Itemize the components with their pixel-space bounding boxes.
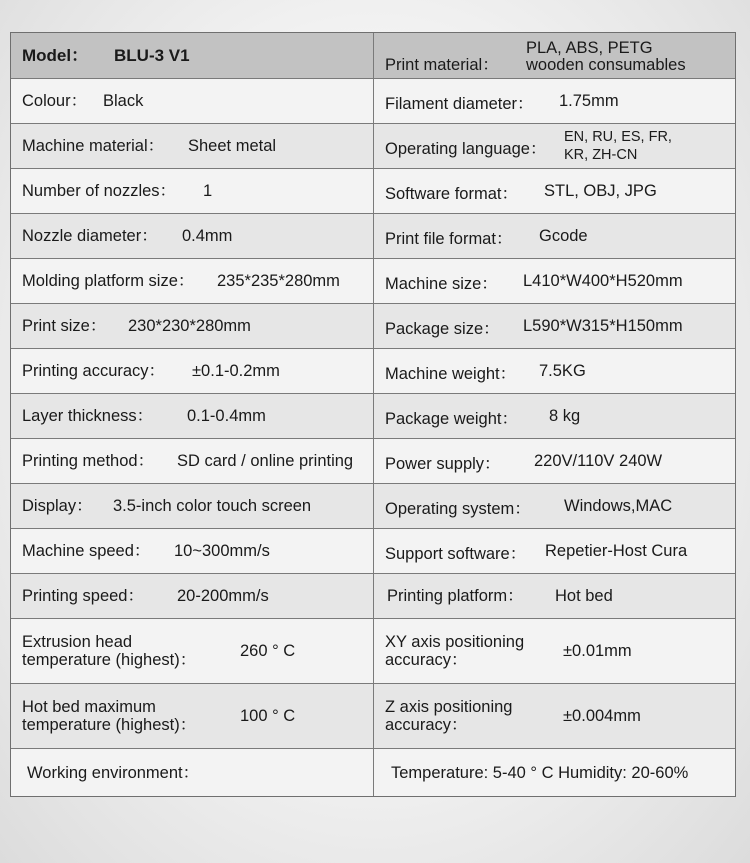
- table-row: [11, 748, 735, 796]
- spec-cell: [374, 349, 735, 393]
- spec-label-line: Hot bed maximum: [22, 698, 156, 716]
- spec-value: 0.1-0.4mm: [187, 406, 266, 425]
- table-row: [11, 573, 735, 618]
- spec-cell: [374, 259, 735, 303]
- spec-cell: [374, 304, 735, 348]
- table-row: [11, 438, 735, 483]
- spec-label: Power supply：: [385, 455, 501, 473]
- spec-cell: [11, 394, 374, 438]
- spec-table: [10, 32, 736, 797]
- spec-label: [22, 633, 196, 669]
- spec-cell: [374, 33, 735, 78]
- spec-value-line: KR, ZH-CN: [564, 147, 638, 163]
- spec-value: 235*235*280mm: [217, 271, 340, 290]
- table-row: [11, 78, 735, 123]
- spec-label-line: Z axis positioning: [385, 698, 513, 716]
- spec-cell: [11, 169, 374, 213]
- spec-cell: [374, 214, 735, 258]
- spec-value: [526, 40, 686, 74]
- spec-cell: [11, 484, 374, 528]
- spec-label: Machine size：: [385, 275, 498, 293]
- spec-label: Operating language：: [385, 140, 547, 158]
- spec-cell: [374, 684, 735, 748]
- spec-value: [564, 128, 672, 164]
- table-row: [11, 168, 735, 213]
- spec-cell: [374, 749, 735, 796]
- spec-value: 1.75mm: [559, 91, 619, 110]
- spec-value: L590*W315*H150mm: [523, 316, 683, 335]
- spec-label: Software format：: [385, 185, 518, 203]
- spec-value: 8 kg: [549, 406, 581, 425]
- spec-cell: [11, 349, 374, 393]
- spec-cell: [374, 484, 735, 528]
- table-row: [11, 123, 735, 168]
- spec-cell: [11, 574, 374, 618]
- spec-label-line: accuracy：: [385, 651, 468, 669]
- table-row: [11, 483, 735, 528]
- spec-value: 3.5-inch color touch screen: [113, 496, 312, 515]
- spec-value: Repetier-Host Cura: [545, 541, 688, 560]
- spec-value: 230*230*280mm: [128, 316, 251, 335]
- spec-cell: [11, 304, 374, 348]
- spec-value: ±0.1-0.2mm: [192, 361, 280, 380]
- spec-value: Windows,MAC: [564, 496, 673, 515]
- spec-value: 1: [203, 181, 213, 200]
- spec-label: [22, 698, 196, 734]
- spec-value: SD card / online printing: [177, 451, 354, 470]
- spec-label: Printing accuracy：: [22, 362, 166, 380]
- spec-label-line: XY axis positioning: [385, 633, 525, 651]
- spec-label: Printing speed：: [22, 587, 144, 605]
- spec-cell: [11, 79, 374, 123]
- spec-value: STL, OBJ, JPG: [544, 181, 657, 200]
- spec-label-line: Extrusion head: [22, 633, 133, 651]
- spec-label: Display：: [22, 497, 93, 515]
- spec-label-line: temperature (highest)：: [22, 651, 197, 669]
- spec-value: 0.4mm: [182, 226, 233, 245]
- spec-cell: [374, 574, 735, 618]
- spec-label: Print size：: [22, 317, 107, 335]
- spec-label: Colour：: [22, 92, 88, 110]
- spec-value: BLU-3 V1: [114, 46, 190, 65]
- spec-label: Number of nozzles：: [22, 182, 177, 200]
- spec-value-line: wooden consumables: [526, 56, 686, 74]
- spec-value: ±0.004mm: [563, 706, 641, 725]
- table-row: [11, 348, 735, 393]
- spec-value: Sheet metal: [188, 136, 277, 155]
- table-row: [11, 258, 735, 303]
- spec-label: Package size：: [385, 320, 500, 338]
- spec-value-line: EN, RU, ES, FR,: [564, 129, 672, 145]
- spec-label: Package weight：: [385, 410, 518, 428]
- spec-value: Hot bed: [555, 586, 613, 605]
- spec-value: ±0.01mm: [563, 641, 632, 660]
- spec-value: Temperature: 5-40 ° C Humidity: 20-60%: [391, 763, 689, 782]
- spec-label-line: accuracy：: [385, 716, 468, 734]
- spec-cell: [11, 684, 374, 748]
- spec-label: Model：: [22, 45, 89, 65]
- spec-label: Machine speed：: [22, 542, 151, 560]
- spec-label: Operating system：: [385, 500, 531, 518]
- spec-label: Machine weight：: [385, 365, 517, 383]
- spec-cell: [374, 619, 735, 683]
- spec-cell: [11, 259, 374, 303]
- spec-label: Molding platform size：: [22, 272, 195, 290]
- table-row: [11, 213, 735, 258]
- spec-value: Gcode: [539, 226, 588, 245]
- spec-cell: [11, 529, 374, 573]
- spec-value: 20-200mm/s: [177, 586, 269, 605]
- spec-label: Nozzle diameter：: [22, 227, 158, 245]
- spec-label: [385, 633, 524, 669]
- spec-value: 100 ° C: [240, 706, 296, 725]
- spec-label: Printing method：: [22, 452, 155, 470]
- spec-label: Working environment：: [27, 763, 200, 782]
- spec-value: 7.5KG: [539, 361, 586, 380]
- table-row: [11, 33, 735, 78]
- spec-cell: [374, 529, 735, 573]
- spec-value-line: PLA, ABS, PETG: [526, 39, 653, 57]
- spec-label: Layer thickness：: [22, 407, 154, 425]
- spec-cell: [11, 214, 374, 258]
- table-row: [11, 528, 735, 573]
- table-row: [11, 618, 735, 683]
- table-row: [11, 303, 735, 348]
- spec-value: 220V/110V 240W: [534, 451, 663, 470]
- spec-label: Printing platform：: [387, 587, 524, 605]
- table-row: [11, 683, 735, 748]
- spec-cell: [374, 439, 735, 483]
- spec-cell: [11, 439, 374, 483]
- spec-label: Print file format：: [385, 230, 513, 248]
- spec-cell: [11, 124, 374, 168]
- spec-label: [385, 698, 512, 734]
- spec-value: 260 ° C: [240, 641, 296, 660]
- table-row: [11, 393, 735, 438]
- spec-cell: [374, 79, 735, 123]
- spec-label-line: temperature (highest)：: [22, 716, 197, 734]
- spec-cell: [11, 619, 374, 683]
- spec-cell: [374, 169, 735, 213]
- spec-value: L410*W400*H520mm: [523, 271, 683, 290]
- spec-cell: [374, 394, 735, 438]
- spec-label: Print material：: [385, 55, 499, 74]
- spec-cell: [11, 33, 374, 78]
- spec-cell: [374, 124, 735, 168]
- spec-value: Black: [103, 91, 144, 110]
- spec-cell: [11, 749, 374, 796]
- spec-label: Filament diameter：: [385, 95, 534, 113]
- spec-label: Support software：: [385, 545, 527, 563]
- spec-label: Machine material：: [22, 137, 165, 155]
- spec-value: 10~300mm/s: [174, 541, 270, 560]
